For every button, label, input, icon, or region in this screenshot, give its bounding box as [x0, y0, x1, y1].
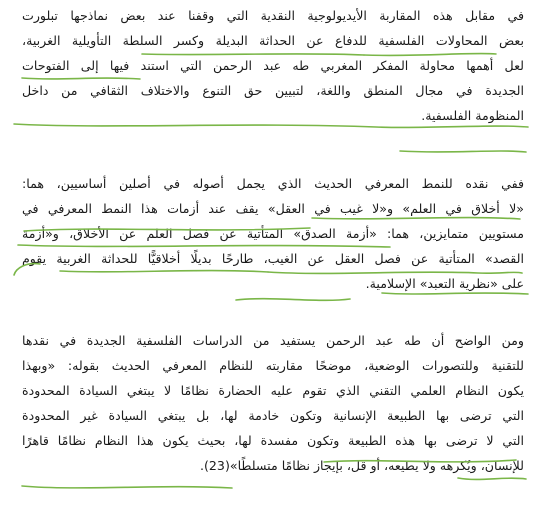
highlight-stroke — [236, 299, 350, 301]
text-line: ومن الواضح أن طه عبد الرحمن يستفيد من الدراسات الفلسفية الجديدة في نقدها — [22, 333, 524, 348]
text-line: القصد» المتأتية عن فصل العقل عن الغيب، طارحًا بديلًا أخلاقيًّا للحداثة الغربية يقوم — [22, 251, 524, 266]
text-line: مستويين متمايزين، هما: «أزمة الصدق» المتأتية عن فصل العلم عن الأخلاق، و«أزمة — [22, 226, 524, 241]
highlight-stroke — [22, 486, 232, 488]
highlight-stroke — [458, 478, 526, 479]
text-line: يكون النظام العلمي التقني الذي تقوم عليه الحضارة نظامًا لا يبتغي السيادة المحدودة — [22, 383, 524, 398]
text-line: التي لا ترضى بها هذه الطبيعة وتكون مفسدة لها، بحيث يكون هذا النظام نظامًا قاهرًا — [22, 433, 524, 448]
text-line: في مقابل هذه المقاربة الأيديولوجية النقدية التي وقفنا عند بعض نماذجها تبلورت — [22, 8, 524, 23]
text-line: التي ترضى بها الطبيعة الإنسانية وتكون خادمة لها، بل يبتغي السيادة غير المحدودة — [22, 408, 524, 423]
text-line: بعض المحاولات الفلسفية للدفاع عن الحداثة البديلة وكسر السلطة التأويلية الغربية، — [22, 33, 524, 48]
text-line: الجديدة في مجال المنطق واللغة، لتبيين حق التنوع والاختلاف الثقافي من داخل — [22, 83, 524, 98]
highlight-stroke — [400, 151, 526, 152]
text-line: ففي نقده للنمط المعرفي الحديث الذي يجمل أصوله في أصلين أساسيين، هما: — [22, 176, 524, 191]
text-line: «لا أخلاق في العلم» و«لا غيب في العقل» يقف عند أزمات هذا النمط المعرفي في — [22, 201, 524, 216]
text-line: للإنسان، ويُكرهه ولا يطيعه، أو قل، بإيجاز نظامًا متسلطًا»(23). — [200, 458, 524, 473]
text-line: على «نظرية التعبد» الإسلامية. — [365, 276, 524, 291]
paragraph-2 — [22, 171, 524, 296]
text-line: المنظومة الفلسفية. — [421, 108, 524, 123]
text-line: لعل أهمها محاولة المفكر المغربي طه عبد الرحمن التي استند فيها إلى الفتوحات — [22, 58, 524, 73]
text-line: للتقنية وللتصورات الوضعية، موضحًا مقاربته للنظام المعرفي الحديث بقوله: «وبهذا — [22, 358, 524, 373]
paragraph-3 — [22, 328, 524, 478]
paragraph-1 — [22, 3, 524, 128]
